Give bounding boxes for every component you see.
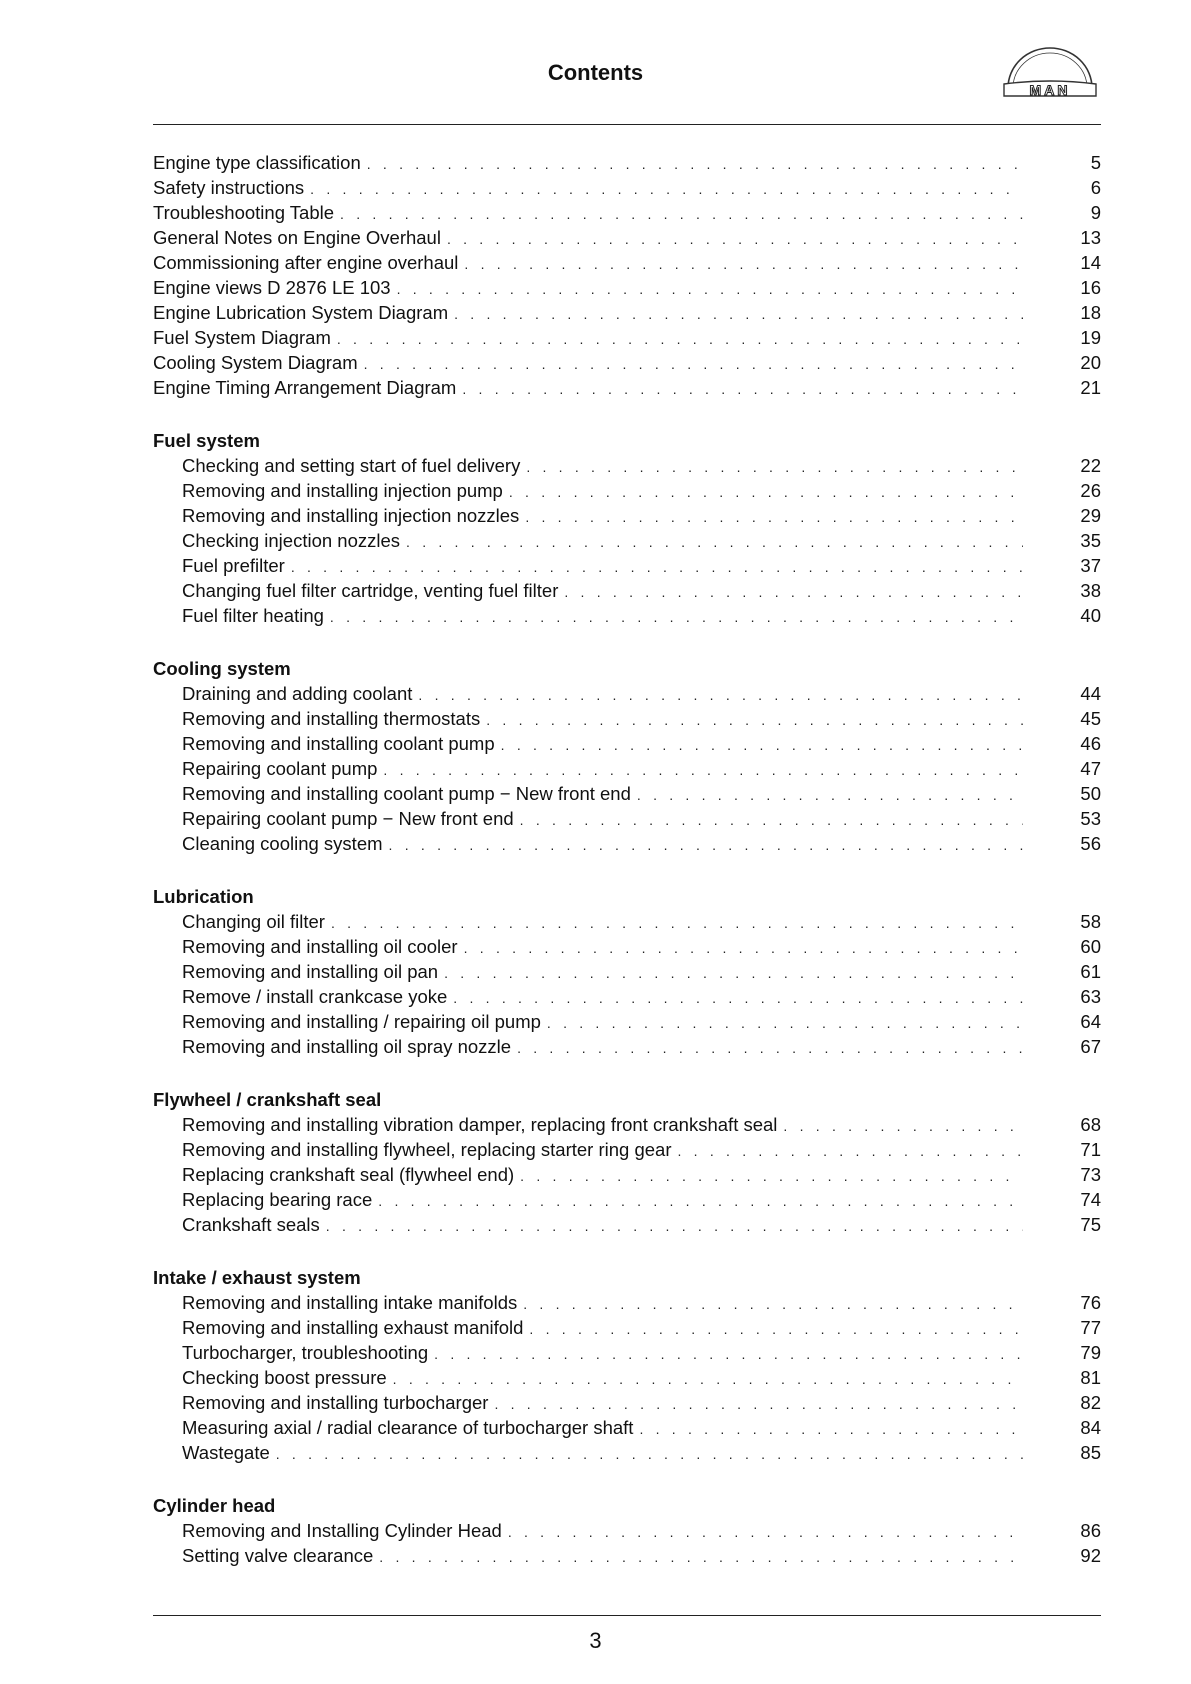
- toc-entry-title: General Notes on Engine Overhaul: [153, 227, 441, 248]
- dot-leader: [337, 327, 1023, 352]
- page-title: Contents: [547, 60, 644, 85]
- toc-page-number: 67: [1080, 1036, 1101, 1057]
- toc-page-number: 85: [1080, 1442, 1101, 1463]
- toc-entry-title: Measuring axial / radial clearance of turbocharger shaft: [182, 1417, 634, 1438]
- toc-entry-title: Engine type classification: [153, 152, 361, 173]
- toc-page-number: 47: [1080, 758, 1101, 779]
- dot-leader: [564, 580, 1023, 605]
- toc-entry[interactable]: [153, 1390, 1101, 1415]
- toc-entry[interactable]: [153, 603, 1101, 628]
- toc-entry[interactable]: [153, 831, 1101, 856]
- toc-entry-title: Wastegate: [182, 1442, 270, 1463]
- section-heading: Lubrication: [153, 886, 254, 907]
- dot-leader: [389, 833, 1023, 858]
- toc-page-number: 40: [1080, 605, 1101, 626]
- toc-entry-title: Changing oil filter: [182, 911, 325, 932]
- toc-section: [153, 884, 1101, 1059]
- dot-leader: [418, 683, 1023, 708]
- toc-page-number: 56: [1080, 833, 1101, 854]
- toc-entry-title: Checking boost pressure: [182, 1367, 387, 1388]
- dot-leader: [367, 152, 1023, 177]
- dot-leader: [378, 1189, 1023, 1214]
- toc-page-number: 74: [1080, 1189, 1101, 1210]
- dot-leader: [639, 1417, 1023, 1442]
- toc-entry[interactable]: [153, 756, 1101, 781]
- toc-entry-title: Engine Timing Arrangement Diagram: [153, 377, 457, 398]
- dot-leader: [783, 1114, 1023, 1139]
- toc-page-number: 73: [1080, 1164, 1101, 1185]
- toc-page-number: 77: [1080, 1317, 1101, 1338]
- toc-entry-title: Removing and installing oil cooler: [182, 936, 458, 957]
- toc-entry[interactable]: [153, 350, 1101, 375]
- toc-entry-title: Removing and installing coolant pump − New front end: [182, 783, 631, 804]
- toc-entry[interactable]: [153, 200, 1101, 225]
- toc-entry[interactable]: [153, 375, 1101, 400]
- header-divider: [153, 124, 1101, 125]
- toc-entry-title: Fuel System Diagram: [153, 327, 331, 348]
- toc-entry-title: Troubleshooting Table: [153, 202, 335, 223]
- dot-leader: [291, 555, 1023, 580]
- dot-leader: [364, 352, 1023, 377]
- toc-entry-title: Replacing crankshaft seal (flywheel end): [182, 1164, 515, 1185]
- dot-leader: [523, 1292, 1023, 1317]
- dot-leader: [526, 455, 1023, 480]
- dot-leader: [340, 202, 1023, 227]
- toc-entry-title: Crankshaft seals: [182, 1214, 320, 1235]
- toc-entry[interactable]: [153, 1543, 1101, 1568]
- toc-entry-title: Commissioning after engine overhaul: [153, 252, 459, 273]
- toc-page-number: 35: [1080, 530, 1101, 551]
- toc-entry-title: Cooling System Diagram: [153, 352, 358, 373]
- toc-entry-title: Removing and installing flywheel, replacing starter ring gear: [182, 1139, 672, 1160]
- toc-page-number: 22: [1080, 455, 1101, 476]
- toc-page-number: 63: [1080, 986, 1101, 1007]
- toc-entry[interactable]: [153, 175, 1101, 200]
- toc-entry[interactable]: [153, 1518, 1101, 1543]
- toc-entry[interactable]: [153, 250, 1101, 275]
- toc-entry-title: Remove / install crankcase yoke: [182, 986, 448, 1007]
- dot-leader: [509, 480, 1023, 505]
- dot-leader: [464, 252, 1023, 277]
- toc-entry-title: Removing and installing coolant pump: [182, 733, 495, 754]
- toc-entry-title: Repairing coolant pump: [182, 758, 378, 779]
- dot-leader: [520, 1164, 1023, 1189]
- toc-entry-title: Cleaning cooling system: [182, 833, 383, 854]
- toc-entry-title: Repairing coolant pump − New front end: [182, 808, 514, 829]
- toc-section: [153, 1493, 1101, 1568]
- toc-entry-title: Turbocharger, troubleshooting: [182, 1342, 429, 1363]
- toc-entry[interactable]: [153, 478, 1101, 503]
- toc-entry[interactable]: [153, 453, 1101, 478]
- toc-entry-title: Removing and installing / repairing oil pump: [182, 1011, 541, 1032]
- dot-leader: [406, 530, 1023, 555]
- section-heading: Cooling system: [153, 658, 291, 679]
- toc-entry[interactable]: [153, 934, 1101, 959]
- dot-leader: [494, 1392, 1023, 1417]
- toc-entry[interactable]: [153, 553, 1101, 578]
- dot-leader: [447, 227, 1023, 252]
- dot-leader: [677, 1139, 1023, 1164]
- toc-page-number: 86: [1080, 1520, 1101, 1541]
- toc-section: [153, 1087, 1101, 1237]
- dot-leader: [520, 808, 1023, 833]
- toc-page-number: 60: [1080, 936, 1101, 957]
- dot-leader: [462, 377, 1023, 402]
- toc-entry[interactable]: [153, 1187, 1101, 1212]
- dot-leader: [501, 733, 1023, 758]
- toc-entry[interactable]: [153, 731, 1101, 756]
- section-heading: Flywheel / crankshaft seal: [153, 1089, 382, 1110]
- toc-page-number: 29: [1080, 505, 1101, 526]
- toc-entry[interactable]: [153, 1162, 1101, 1187]
- toc-entry[interactable]: [153, 1112, 1101, 1137]
- dot-leader: [453, 986, 1023, 1011]
- dot-leader: [486, 708, 1023, 733]
- toc-entry[interactable]: [153, 781, 1101, 806]
- toc-entry-title: Removing and installing intake manifolds: [182, 1292, 518, 1313]
- toc-entry[interactable]: [153, 984, 1101, 1009]
- dot-leader: [454, 302, 1023, 327]
- toc-page-number: 92: [1080, 1545, 1101, 1566]
- toc-entry[interactable]: [153, 909, 1101, 934]
- dot-leader: [444, 961, 1023, 986]
- toc-page-number: 84: [1080, 1417, 1101, 1438]
- dot-leader: [326, 1214, 1023, 1239]
- toc-entry-title: Engine views D 2876 LE 103: [153, 277, 391, 298]
- toc-entry-title: Fuel filter heating: [182, 605, 324, 626]
- toc-entry[interactable]: [153, 1009, 1101, 1034]
- toc-page-number: 18: [1080, 302, 1101, 323]
- dot-leader: [529, 1317, 1023, 1342]
- toc-entry[interactable]: [153, 503, 1101, 528]
- toc-entry[interactable]: [153, 528, 1101, 553]
- toc-section: [153, 1265, 1101, 1465]
- toc-page-number: 79: [1080, 1342, 1101, 1363]
- table-of-contents: [153, 150, 1101, 1568]
- toc-page-number: 45: [1080, 708, 1101, 729]
- toc-entry-title: Setting valve clearance: [182, 1545, 374, 1566]
- toc-entry[interactable]: [153, 325, 1101, 350]
- toc-entry[interactable]: [153, 1440, 1101, 1465]
- toc-entry-title: Removing and installing injection nozzles: [182, 505, 520, 526]
- toc-page-number: 14: [1080, 252, 1101, 273]
- dot-leader: [434, 1342, 1023, 1367]
- toc-entry[interactable]: [153, 806, 1101, 831]
- toc-entry[interactable]: [153, 1212, 1101, 1237]
- toc-entry[interactable]: [153, 1340, 1101, 1365]
- section-heading: Intake / exhaust system: [153, 1267, 361, 1288]
- dot-leader: [637, 783, 1023, 808]
- dot-leader: [383, 758, 1023, 783]
- toc-entry[interactable]: [153, 706, 1101, 731]
- dot-leader: [517, 1036, 1023, 1061]
- footer-divider: [153, 1615, 1101, 1616]
- toc-page-number: 6: [1090, 177, 1101, 198]
- toc-entry[interactable]: [153, 275, 1101, 300]
- dot-leader: [397, 277, 1023, 302]
- toc-entry-title: Removing and installing oil spray nozzle: [182, 1036, 512, 1057]
- dot-leader: [310, 177, 1023, 202]
- dot-leader: [276, 1442, 1023, 1467]
- toc-entry[interactable]: [153, 1415, 1101, 1440]
- toc-entry[interactable]: [153, 1034, 1101, 1059]
- toc-page-number: 58: [1080, 911, 1101, 932]
- toc-entry-title: Removing and installing turbocharger: [182, 1392, 489, 1413]
- dot-leader: [525, 505, 1023, 530]
- toc-entry-title: Draining and adding coolant: [182, 683, 413, 704]
- toc-entry[interactable]: [153, 959, 1101, 984]
- toc-page-number: 19: [1080, 327, 1101, 348]
- toc-page-number: 38: [1080, 580, 1101, 601]
- toc-page-number: 26: [1080, 480, 1101, 501]
- toc-entry-title: Engine Lubrication System Diagram: [153, 302, 449, 323]
- toc-entry-title: Replacing bearing race: [182, 1189, 373, 1210]
- toc-entry-title: Removing and Installing Cylinder Head: [182, 1520, 502, 1541]
- toc-page-number: 46: [1080, 733, 1101, 754]
- toc-page-number: 81: [1080, 1367, 1101, 1388]
- toc-entry-title: Removing and installing thermostats: [182, 708, 481, 729]
- toc-entry-title: Fuel prefilter: [182, 555, 285, 576]
- toc-page-number: 82: [1080, 1392, 1101, 1413]
- toc-page-number: 68: [1080, 1114, 1101, 1135]
- toc-page-number: 64: [1080, 1011, 1101, 1032]
- toc-page-number: 5: [1090, 152, 1101, 173]
- toc-entry-title: Checking injection nozzles: [182, 530, 401, 551]
- dot-leader: [330, 605, 1023, 630]
- toc-page-number: 75: [1080, 1214, 1101, 1235]
- toc-page-number: 50: [1080, 783, 1101, 804]
- toc-entry-title: Removing and installing oil pan: [182, 961, 439, 982]
- toc-page-number: 71: [1080, 1139, 1101, 1160]
- toc-entry[interactable]: [153, 1365, 1101, 1390]
- toc-entry-title: Changing fuel filter cartridge, venting fuel filter: [182, 580, 559, 601]
- dot-leader: [331, 911, 1023, 936]
- toc-section: [153, 428, 1101, 628]
- toc-entry[interactable]: [153, 150, 1101, 175]
- section-heading: Cylinder head: [153, 1495, 276, 1516]
- toc-entry-title: Removing and installing vibration damper, replacing front crankshaft seal: [182, 1114, 778, 1135]
- toc-page-number: 61: [1080, 961, 1101, 982]
- dot-leader: [393, 1367, 1023, 1392]
- man-logo: [1000, 44, 1100, 104]
- section-heading: Fuel system: [153, 430, 260, 451]
- toc-page-number: 13: [1080, 227, 1101, 248]
- toc-entry[interactable]: [153, 1290, 1101, 1315]
- toc-entry-title: Removing and installing injection pump: [182, 480, 503, 501]
- toc-entry[interactable]: [153, 225, 1101, 250]
- toc-page-number: 21: [1080, 377, 1101, 398]
- toc-entry[interactable]: [153, 681, 1101, 706]
- toc-section: [153, 656, 1101, 856]
- toc-entry[interactable]: [153, 1315, 1101, 1340]
- dot-leader: [547, 1011, 1023, 1036]
- toc-entry-title: Safety instructions: [153, 177, 305, 198]
- toc-page-number: 44: [1080, 683, 1101, 704]
- dot-leader: [464, 936, 1023, 961]
- toc-entry-title: Checking and setting start of fuel delivery: [182, 455, 521, 476]
- toc-page-number: 9: [1090, 202, 1101, 223]
- dot-leader: [508, 1520, 1023, 1545]
- dot-leader: [379, 1545, 1023, 1570]
- toc-page-number: 20: [1080, 352, 1101, 373]
- toc-entry[interactable]: [153, 578, 1101, 603]
- toc-page-number: 53: [1080, 808, 1101, 829]
- page-number: 3: [589, 1628, 602, 1653]
- toc-entry[interactable]: [153, 1137, 1101, 1162]
- toc-page-number: 76: [1080, 1292, 1101, 1313]
- toc-entry[interactable]: [153, 300, 1101, 325]
- toc-page-number: 16: [1080, 277, 1101, 298]
- toc-page-number: 37: [1080, 555, 1101, 576]
- logo-text: MAN: [1029, 82, 1071, 98]
- toc-entry-title: Removing and installing exhaust manifold: [182, 1317, 524, 1338]
